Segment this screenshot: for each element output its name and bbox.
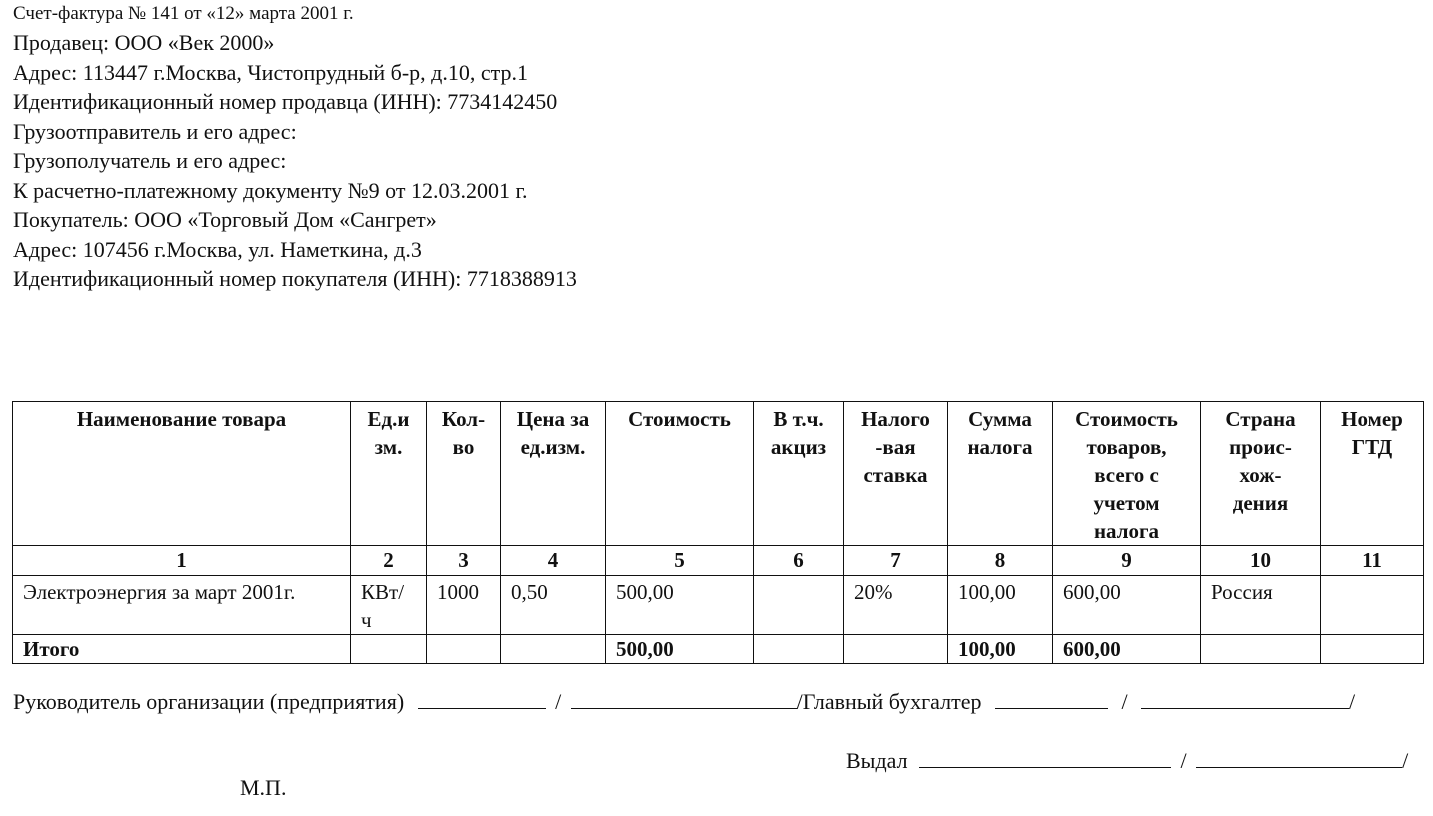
item-quantity: 1000 bbox=[427, 576, 501, 635]
buyer-line: Покупатель: ООО «Торговый Дом «Сангрет» bbox=[13, 207, 437, 232]
item-cost: 500,00 bbox=[606, 576, 754, 635]
header-unit-price: Цена за ед.изм. bbox=[501, 402, 606, 546]
column-number: 4 bbox=[501, 546, 606, 576]
item-gtd bbox=[1321, 576, 1424, 635]
invoice-table bbox=[12, 401, 1424, 664]
seller-line: Продавец: ООО «Век 2000» bbox=[13, 30, 275, 55]
invoice-header bbox=[13, 0, 1413, 294]
slash-separator: / bbox=[1180, 748, 1187, 773]
column-number: 10 bbox=[1201, 546, 1321, 576]
total-tax-amount: 100,00 bbox=[948, 635, 1053, 664]
total-label: Итого bbox=[13, 635, 351, 664]
issued-label: Выдал bbox=[846, 748, 908, 773]
slash-separator: / bbox=[1349, 689, 1356, 714]
item-total-with-tax: 600,00 bbox=[1053, 576, 1201, 635]
column-number: 9 bbox=[1053, 546, 1201, 576]
invoice-title: Счет-фактура № 141 от «12» марта 2001 г. bbox=[13, 3, 354, 24]
accountant-label: Главный бухгалтер bbox=[802, 689, 982, 714]
table-header-row bbox=[13, 402, 1424, 546]
accountant-name-blank[interactable] bbox=[1141, 686, 1349, 709]
seller-address-line: Адрес: 113447 г.Москва, Чистопрудный б-р, д.10, стр.1 bbox=[13, 59, 529, 85]
total-row bbox=[13, 635, 1424, 664]
column-number: 7 bbox=[844, 546, 948, 576]
director-label: Руководитель организации (предприятия) bbox=[13, 689, 405, 714]
item-price: 0,50 bbox=[501, 576, 606, 635]
buyer-address-line: Адрес: 107456 г.Москва, ул. Наметкина, д.3 bbox=[13, 236, 422, 262]
consignee-line: Грузополучатель и его адрес: bbox=[13, 148, 287, 173]
director-signature-blank[interactable] bbox=[418, 686, 546, 709]
header-total-with-tax: Стоимость товаров, всего с учетом налога bbox=[1053, 402, 1201, 546]
header-cost: Стоимость bbox=[606, 402, 754, 546]
director-name-blank[interactable] bbox=[571, 686, 797, 709]
column-number: 11 bbox=[1321, 546, 1424, 576]
header-gtd-number: Номер ГТД bbox=[1321, 402, 1424, 546]
header-tax-rate: Налого -вая ставка bbox=[844, 402, 948, 546]
total-with-tax: 600,00 bbox=[1053, 635, 1201, 664]
item-tax-amount: 100,00 bbox=[948, 576, 1053, 635]
stamp-place-label: М.П. bbox=[240, 775, 287, 800]
total-cost: 500,00 bbox=[606, 635, 754, 664]
slash-separator: / bbox=[1121, 689, 1128, 714]
table-row bbox=[13, 576, 1424, 635]
column-number: 2 bbox=[351, 546, 427, 576]
buyer-inn-line: Идентификационный номер покупателя (ИНН): 7718388913 bbox=[13, 266, 577, 291]
slash-separator: / bbox=[796, 689, 803, 714]
item-name: Электроэнергия за март 2001г. bbox=[13, 576, 351, 635]
seller-inn-line: Идентификационный номер продавца (ИНН): 7734142450 bbox=[13, 89, 558, 114]
header-excise: В т.ч. акциз bbox=[754, 402, 844, 546]
slash-separator: / bbox=[555, 689, 562, 714]
header-product-name: Наименование товара bbox=[13, 402, 351, 546]
accountant-signature-blank[interactable] bbox=[995, 686, 1108, 709]
header-unit: Ед.и зм. bbox=[351, 402, 427, 546]
item-country: Россия bbox=[1201, 576, 1321, 635]
shipper-line: Грузоотправитель и его адрес: bbox=[13, 118, 297, 144]
item-tax-rate: 20% bbox=[844, 576, 948, 635]
issued-signature-blank[interactable] bbox=[919, 745, 1171, 768]
column-number: 1 bbox=[13, 546, 351, 576]
column-number: 8 bbox=[948, 546, 1053, 576]
item-excise bbox=[754, 576, 844, 635]
slash-separator: / bbox=[1402, 748, 1409, 773]
header-tax-amount: Сумма налога bbox=[948, 402, 1053, 546]
header-quantity: Кол- во bbox=[427, 402, 501, 546]
signature-line bbox=[13, 686, 1355, 715]
item-unit: КВт/ ч bbox=[351, 576, 427, 635]
column-number-row bbox=[13, 546, 1424, 576]
header-country-of-origin: Страна проис- хож- дения bbox=[1201, 402, 1321, 546]
issued-line bbox=[846, 745, 1408, 774]
column-number: 6 bbox=[754, 546, 844, 576]
payment-doc-line: К расчетно-платежному документу №9 от 12.03.2001 г. bbox=[13, 177, 528, 203]
issued-name-blank[interactable] bbox=[1196, 745, 1402, 768]
column-number: 3 bbox=[427, 546, 501, 576]
column-number: 5 bbox=[606, 546, 754, 576]
